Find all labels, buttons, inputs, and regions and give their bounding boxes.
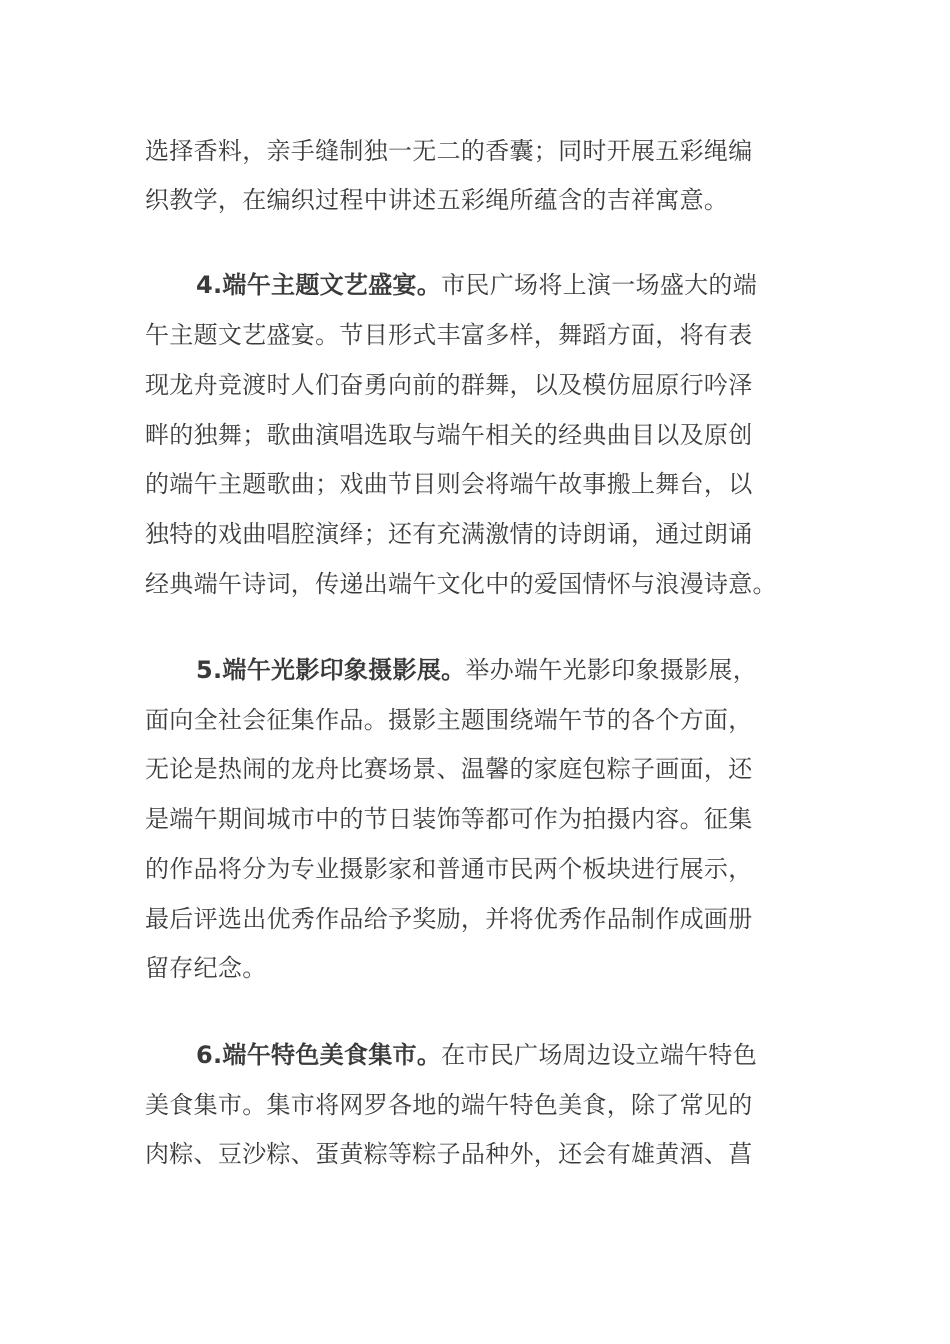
paragraph-line: 面向全社会征集作品。摄影主题围绕端午节的各个方面，: [145, 706, 753, 734]
paragraph-line: 无论是热闹的龙舟比赛场景、温馨的家庭包粽子画面，还: [145, 755, 753, 783]
paragraph-line: 午主题文艺盛宴。节目形式丰富多样，舞蹈方面，将有表: [145, 321, 753, 349]
paragraph-line: 是端午期间城市中的节日装饰等都可作为拍摄内容。征集: [145, 805, 753, 833]
section-5-heading: 5.端午光影印象摄影展。: [196, 656, 466, 684]
paragraph-line: 的作品将分为专业摄影家和普通市民两个板块进行展示，: [145, 855, 753, 883]
paragraph-line: 经典端午诗词，传递出端午文化中的爱国情怀与浪漫诗意。: [145, 570, 777, 598]
section-5-first-text: 举办端午光影印象摄影展，: [465, 656, 758, 684]
section-5-first-line: [196, 654, 757, 686]
paragraph-line: 选择香料，亲手缝制独一无二的香囊；同时开展五彩绳编: [145, 137, 753, 165]
paragraph-line: 畔的独舞；歌曲演唱选取与端午相关的经典曲目以及原创: [145, 421, 753, 449]
paragraph-line: 美食集市。集市将网罗各地的端午特色美食，除了常见的: [145, 1091, 753, 1119]
paragraph-line: 肉粽、豆沙粽、蛋黄粽等粽子品种外，还会有雄黄酒、菖: [145, 1140, 753, 1168]
section-4-heading: 4.端午主题文艺盛宴。: [196, 271, 442, 299]
paragraph-line: 留存纪念。: [145, 954, 267, 982]
paragraph-line: 现龙舟竞渡时人们奋勇向前的群舞，以及模仿屈原行吟泽: [145, 371, 753, 399]
paragraph-line: 最后评选出优秀作品给予奖励，并将优秀作品制作成画册: [145, 905, 753, 933]
section-6-heading: 6.端午特色美食集市。: [196, 1041, 442, 1069]
section-4-first-text: 市民广场将上演一场盛大的端: [441, 271, 758, 299]
section-6-first-text: 在市民广场周边设立端午特色: [441, 1041, 758, 1069]
section-4-first-line: [196, 269, 757, 301]
paragraph-line: 织教学，在编织过程中讲述五彩绳所蕴含的吉祥寓意。: [145, 186, 729, 214]
section-6-first-line: [196, 1039, 757, 1071]
paragraph-line: 的端午主题歌曲；戏曲节目则会将端午故事搬上舞台，以: [145, 470, 753, 498]
paragraph-line: 独特的戏曲唱腔演绎；还有充满激情的诗朗诵，通过朗诵: [145, 520, 753, 548]
